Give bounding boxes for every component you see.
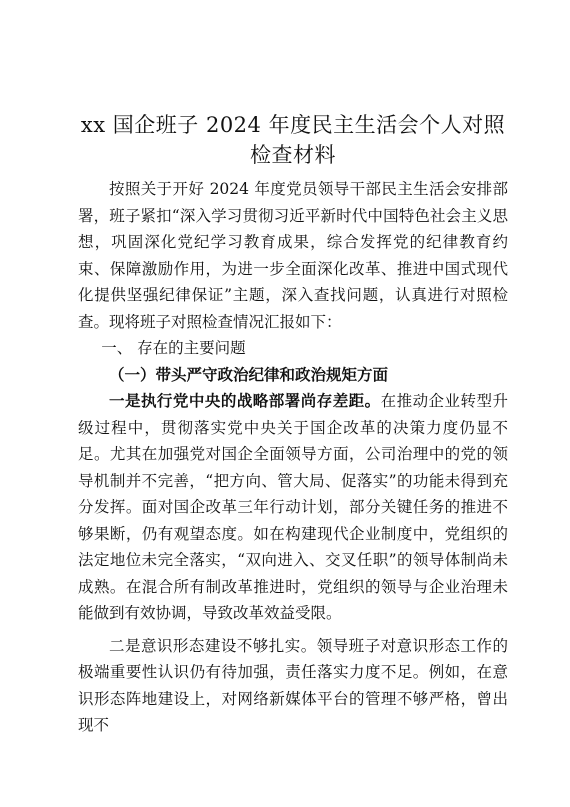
title-line-2: 检查材料	[250, 143, 336, 167]
paragraph-1	[78, 388, 508, 627]
document-title	[78, 110, 508, 170]
subsection-heading-1: （一）带头严守政治纪律和政治规矩方面	[109, 364, 389, 384]
paragraph-2-lead: 二是意识形态建设不够扎实。	[109, 636, 317, 655]
title-line-1: xx 国企班子 2024 年度民主生活会个人对照	[80, 113, 506, 137]
paragraph-1-lead: 一是执行党中央的战略部署尚存差距。	[109, 391, 381, 410]
paragraph-2-body: 领导班子对意识形态工作的极端重要性认识仍有待加强，责任落实力度不足。例如，在意识形态阵地建设上，对网络新媒体平台的管理不够严格，曾出现不	[78, 636, 508, 734]
paragraph-1-body: 在推动企业转型升级过程中，贯彻落实党中央关于国企改革的决策力度仍显不足。尤其在加强党对国企全面领导方面，公司治理中的党的领导机制并不完善，“把方向、管大局、促落实”的功能未得到充分发挥。面对国企改革三年行动计划，部分关键任务的推进不够果断，仍有观望态度。如在构建现代企业制度中，党组织的法定地位未完全落实，“双向进入、交叉任职”的领导体制尚未成熟。在混合所有制改革推进时，党组织的领导与企业治理未能做到有效协调，导致改革效益受限。	[78, 392, 508, 622]
intro-paragraph: 按照关于开好 2024 年度党员领导干部民主生活会安排部署，班子紧扣“深入学习贯彻习近平新时代中国特色社会主义思想，巩固深化党纪学习教育成果，综合发挥党的纪律教育约束、保障激励作用，为进一步全面深化改革、推进中国式现代化提供坚强纪律保证”主题，深入查找问题，认真进行对照检查。现将班子对照检查情况汇报如下：	[78, 180, 508, 331]
section-heading-1: 一、 存在的主要问题	[101, 339, 246, 357]
paragraph-2	[78, 633, 508, 739]
